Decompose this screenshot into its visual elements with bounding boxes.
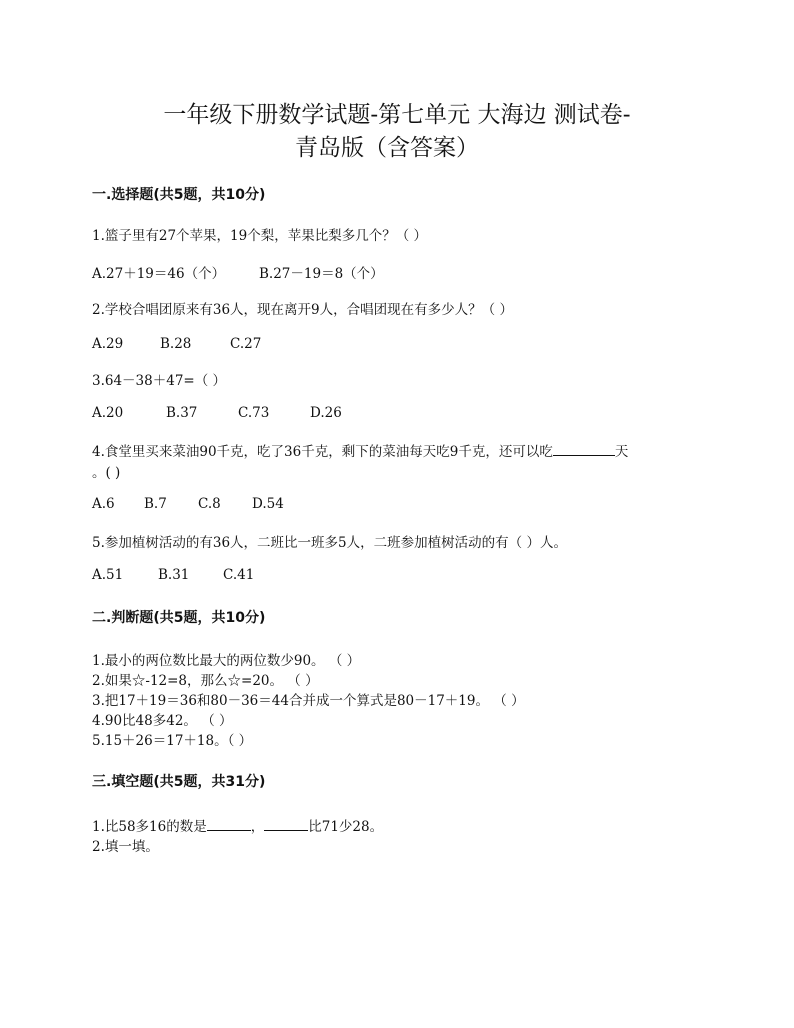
question-4 xyxy=(92,440,628,460)
answer-blank[interactable] xyxy=(264,818,308,831)
question-4-cont: 。( ) xyxy=(92,465,121,481)
option-c: C.41 xyxy=(223,567,255,583)
question-4-unit: 天 xyxy=(614,444,629,460)
question-2: 2.学校合唱团原来有36人，现在离开9人，合唱团现在有多少人？（ ） xyxy=(92,302,513,318)
option-c: C.8 xyxy=(198,496,221,512)
fill-1-text-c: 比71少28。 xyxy=(308,819,384,835)
option-b: B.27－19＝8（个） xyxy=(259,266,384,282)
fill-1-text-a: 1.比58多16的数是 xyxy=(92,819,207,835)
section-heading-fill: 三.填空题(共5题，共31分) xyxy=(92,774,266,790)
question-4-text: 4.食堂里买来菜油90千克，吃了36千克，剩下的菜油每天吃9千克，还可以吃 xyxy=(92,444,553,460)
option-a: A.6 xyxy=(92,496,115,512)
answer-blank[interactable] xyxy=(207,818,251,831)
question-3: 3.64－38＋47=（ ） xyxy=(92,373,227,389)
option-a: A.20 xyxy=(92,405,124,421)
judgement-1: 1.最小的两位数比最大的两位数少90。 （ ） xyxy=(92,653,361,669)
question-1-options xyxy=(92,262,384,282)
judgement-4: 4.90比48多42。 （ ） xyxy=(92,713,233,729)
question-3-options xyxy=(92,405,342,421)
fill-2: 2.填一填。 xyxy=(92,839,159,855)
page-title-line2: 青岛版（含答案） xyxy=(295,135,479,161)
fill-1 xyxy=(92,815,383,835)
section-heading-judgement: 二.判断题(共5题，共10分) xyxy=(92,610,266,626)
judgement-5: 5.15＋26＝17＋18。（ ） xyxy=(92,733,253,749)
question-5-options xyxy=(92,567,254,583)
option-a: A.27＋19＝46（个） xyxy=(92,266,226,282)
option-a: A.51 xyxy=(92,567,124,583)
judgement-2: 2.如果☆-12=8，那么☆=20。 （ ） xyxy=(92,673,319,689)
option-a: A.29 xyxy=(92,336,124,352)
option-d: D.26 xyxy=(310,405,342,421)
question-4-options xyxy=(92,496,284,512)
page-title-line1: 一年级下册数学试题-第七单元 大海边 测试卷- xyxy=(163,102,631,128)
question-1: 1.篮子里有27个苹果，19个梨，苹果比梨多几个？（ ） xyxy=(92,228,428,244)
fill-1-text-b: ， xyxy=(250,819,265,835)
section-heading-choice: 一.选择题(共5题，共10分) xyxy=(92,187,266,203)
question-5: 5.参加植树活动的有36人，二班比一班多5人，二班参加植树活动的有（ ）人。 xyxy=(92,535,567,551)
option-b: B.28 xyxy=(160,336,192,352)
option-b: B.37 xyxy=(166,405,198,421)
option-c: C.73 xyxy=(238,405,270,421)
option-c: C.27 xyxy=(230,336,262,352)
option-b: B.31 xyxy=(158,567,190,583)
option-b: B.7 xyxy=(144,496,167,512)
question-2-options xyxy=(92,336,261,352)
judgement-3: 3.把17＋19＝36和80－36＝44合并成一个算式是80－17＋19。 （ ） xyxy=(92,693,525,709)
answer-blank[interactable] xyxy=(553,443,615,456)
option-d: D.54 xyxy=(252,496,284,512)
